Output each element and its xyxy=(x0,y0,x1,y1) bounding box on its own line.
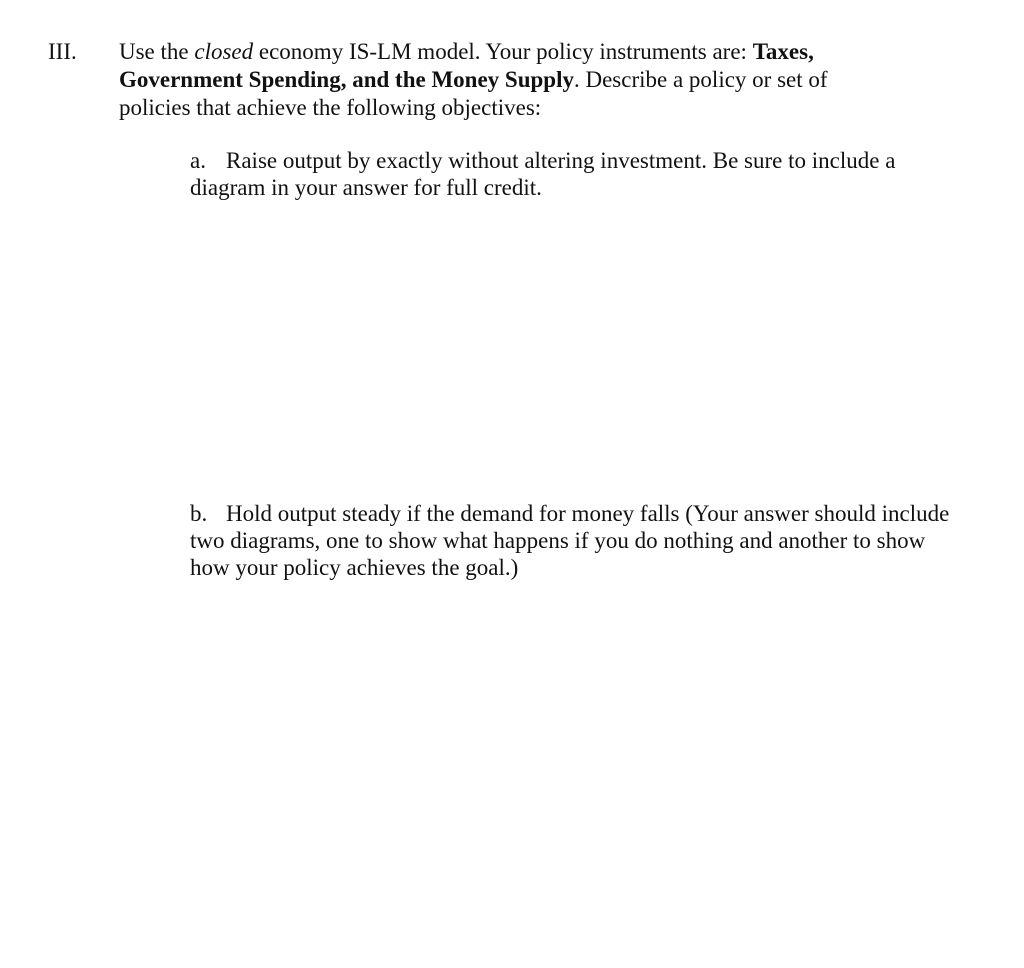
question-prompt xyxy=(119,38,899,122)
part-a-marker: a. xyxy=(190,148,206,173)
part-a xyxy=(190,147,950,201)
question-text-part-1: Use the xyxy=(119,39,195,64)
question-policy-instruments: Taxes, Government Spending, and the Money Supply xyxy=(119,39,814,92)
part-b-marker: b. xyxy=(190,501,208,526)
part-a-text: Raise output by exactly without altering investment. Be sure to include a diagram in your answer for full credit. xyxy=(190,148,896,200)
question-text-part-3: . Describe a policy or set of policies that achieve the following objectives: xyxy=(119,67,828,120)
part-b xyxy=(190,500,950,581)
question-text-part-2: economy IS-LM model. Your policy instruments are: xyxy=(253,39,753,64)
part-b-text: Hold output steady if the demand for money falls (Your answer should include two diagrams, one to show what happens if you do nothing and another to show how your policy achieves the goal.) xyxy=(190,501,950,580)
question-number: III. xyxy=(48,39,77,64)
question-text-closed: closed xyxy=(194,39,254,64)
